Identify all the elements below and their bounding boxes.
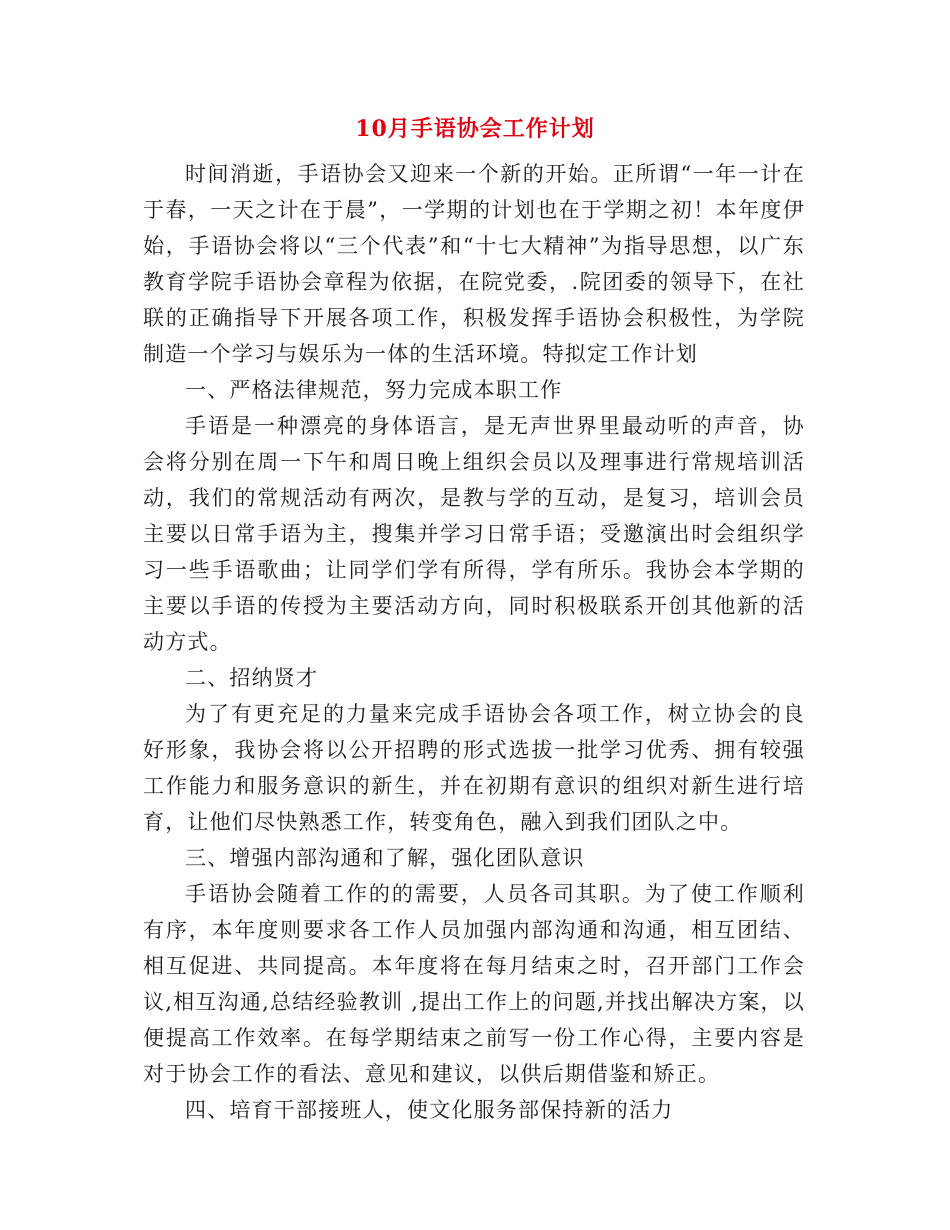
section-heading-3: 三、增强内部沟通和了解，强化团队意识 bbox=[185, 846, 585, 870]
section-heading-4: 四、培育干部接班人，使文化服务部保持新的活力 bbox=[185, 1098, 674, 1122]
document-body bbox=[143, 156, 805, 1128]
section-paragraph-2: 为了有更充足的力量来完成手语协会各项工作，树立协会的良好形象，我协会将以公开招聘的形式选拔一批学习优秀、拥有较强工作能力和服务意识的新生，并在初期有意识的组织对新生进行培育，让他们尽快熟悉工作，转变角色，融入到我们团队之中。 bbox=[143, 702, 805, 834]
section-heading-2: 二、招纳贤才 bbox=[185, 666, 319, 690]
section-paragraph-1: 手语是一种漂亮的身体语言，是无声世界里最动听的声音，协会将分别在周一下午和周日晚上组织会员以及理事进行常规培训活动，我们的常规活动有两次，是教与学的互动，是复习，培训会员主要以日常手语为主，搜集并学习日常手语；受邀演出时会组织学习一些手语歌曲；让同学们学有所得，学有所乐。我协会本学期的主要以手语的传授为主要活动方向，同时积极联系开创其他新的活动方式。 bbox=[143, 414, 805, 654]
section-heading-1: 一、严格法律规范，努力完成本职工作 bbox=[185, 378, 563, 402]
section-paragraph-3: 手语协会随着工作的的需要，人员各司其职。为了使工作顺利有序，本年度则要求各工作人员加强内部沟通和沟通，相互团结、相互促进、共同提高。本年度将在每月结束之时，召开部门工作会议,相互沟通,总结经验教训 ,提出工作上的问题,并找出解决方案，以便提高工作效率。在每学期结束之前写一份工作心得，主要内容是对于协会工作的看法、意见和建议，以供后期借鉴和矫正。 bbox=[143, 882, 805, 1086]
document-title: 10月手语协会工作计划 bbox=[355, 116, 595, 142]
intro-paragraph: 时间消逝，手语协会又迎来一个新的开始。正所谓“一年一计在于春，一天之计在于晨”，一学期的计划也在于学期之初！本年度伊始，手语协会将以“三个代表”和“十七大精神”为指导思想，以广东教育学院手语协会章程为依据，在院党委，.院团委的领导下，在社联的正确指导下开展各项工作，积极发挥手语协会积极性，为学院制造一个学习与娱乐为一体的生活环境。特拟定工作计划 bbox=[143, 162, 805, 366]
